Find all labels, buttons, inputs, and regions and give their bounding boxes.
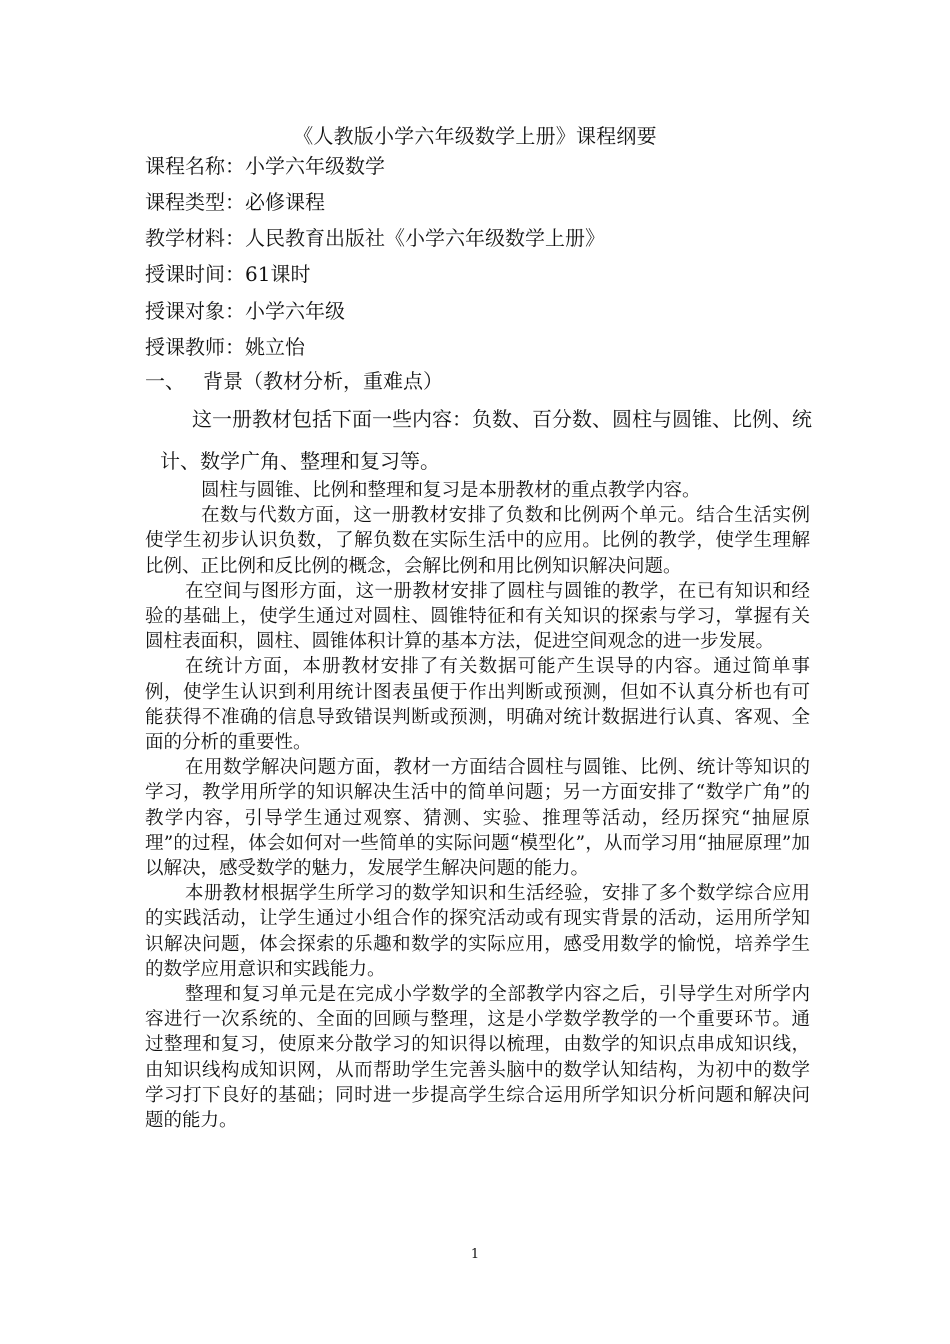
section-title: 背景（教材分析，重难点） xyxy=(203,369,443,393)
target-students: 授课对象：小学六年级 xyxy=(145,299,345,323)
body-text xyxy=(145,478,810,1133)
document-title: 《人教版小学六年级数学上册》课程纲要 xyxy=(293,124,657,148)
paragraph-statistics: 在统计方面，本册教材安排了有关数据可能产生误导的内容。通过简单事例，使学生认识到利用统计图表虽便于作出判断或预测，但如不认真分析也有可能获得不准确的信息导致错误判断或预测，明确对统计数据进行认真、客观、全面的分析的重要性。 xyxy=(145,656,810,754)
paragraph-problem-solving: 在用数学解决问题方面，教材一方面结合圆柱与圆锥、比例、统计等知识的学习，教学用所学的知识解决生活中的简单问题；另一方面安排了“数学广角”的教学内容，引导学生通过观察、猜测、实验、推理等活动，经历探究“抽屉原理”的过程，体会如何对一些简单的实际问题“模型化”，从而学习用“抽屉原理”加以解决，感受数学的魅力，发展学生解决问题的能力。 xyxy=(145,757,810,880)
paragraph-space-geometry: 在空间与图形方面，这一册教材安排了圆柱与圆锥的教学，在已有知识和经验的基础上，使学生通过对圆柱、圆锥特征和有关知识的探索与学习，掌握有关圆柱表面积，圆柱、圆锥体积计算的基本方法，促进空间观念的进一步发展。 xyxy=(145,580,810,653)
course-name: 课程名称：小学六年级数学 xyxy=(145,154,385,178)
teaching-hours: 授课时间：61课时 xyxy=(145,262,311,286)
teaching-material: 教学材料：人民教育出版社《小学六年级数学上册》 xyxy=(145,226,605,250)
paragraph-practice: 本册教材根据学生所学习的数学知识和生活经验，安排了多个数学综合应用的实践活动，让学生通过小组合作的探究活动或有现实背景的活动，运用所学知识解决问题，体会探索的乐趣和数学的实际应用，感受用数学的愉悦，培养学生的数学应用意识和实践能力。 xyxy=(145,883,810,980)
paragraph-review: 整理和复习单元是在完成小学数学的全部教学内容之后，引导学生对所学内容进行一次系统的、全面的回顾与整理，这是小学数学教学的一个重要环节。通过整理和复习，使原来分散学习的知识得以梳理，由数学的知识点串成知识线，由知识线构成知识网，从而帮助学生完善头脑中的数学认知结构，为初中的数学学习打下良好的基础；同时进一步提高学生综合运用所学知识分析问题和解决问题的能力。 xyxy=(145,984,810,1132)
paragraph-key-content: 圆柱与圆锥、比例和整理和复习是本册教材的重点教学内容。 xyxy=(201,480,701,501)
section-heading-background xyxy=(145,365,443,397)
intro-paragraph: 这一册教材包括下面一些内容：负数、百分数、圆柱与圆锥、比例、统计、数学广角、整理和复习等。 xyxy=(160,407,812,473)
course-type: 课程类型：必修课程 xyxy=(145,190,325,214)
page-number: 1 xyxy=(470,1247,480,1262)
section-number: 一、 xyxy=(145,369,185,393)
paragraph-number-algebra: 在数与代数方面，这一册教材安排了负数和比例两个单元。结合生活实例使学生初步认识负数，了解负数在实际生活中的应用。比例的教学，使学生理解比例、正比例和反比例的概念，会解比例和用比例知识解决问题。 xyxy=(145,505,810,577)
teacher: 授课教师：姚立怡 xyxy=(145,335,305,359)
